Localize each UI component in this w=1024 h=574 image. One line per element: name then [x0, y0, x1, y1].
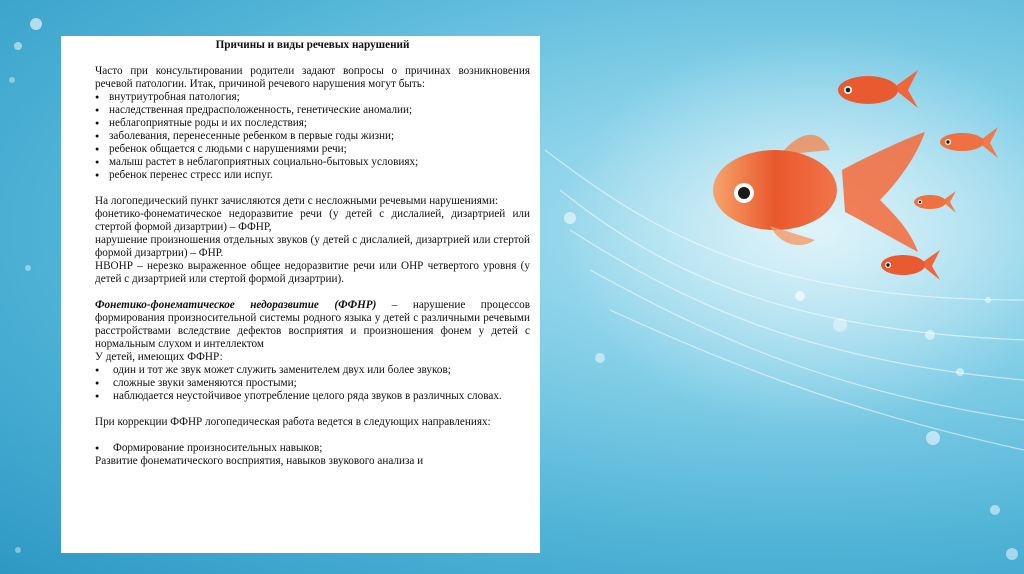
enroll-ffnr-paragraph: фонетико-фонематическое недоразвитие речи (у детей с дислалией, дизартрией или стертой формой дизартрии) – ФФНР, [95, 208, 530, 233]
list-item: ● малыш растет в неблагоприятных социально-бытовых условиях; [95, 156, 530, 169]
list-item: ● ребенок общается с людьми с нарушениями речи; [95, 143, 530, 156]
enroll-nvonr-paragraph: НВОНР – нерезко выраженное общее недоразвитие речи или ОНР четвертого уровня (у детей с дизартрией или стертой формой дизартрии). [95, 260, 530, 285]
correction-line: Развитие фонематического восприятия, навыков звукового анализа и [95, 455, 424, 467]
list-item: ● Формирование произносительных навыков; [95, 442, 530, 455]
ffnr-definition-paragraph [95, 299, 530, 351]
ffnr-term: Фонетико-фонематическое недоразвитие (ФФНР) [95, 299, 377, 311]
ffnr-definition-text: – нарушение процессов формирования произносительной системы родного языка у детей с различными речевыми расстройствами вследствие дефектов восприятия и произношения фонем у детей с нормальным слухом и интеллектом [95, 299, 530, 350]
list-item: ● внутриутробная патология; [95, 91, 530, 104]
list-item: ● наблюдается неустойчивое употребление целого ряда звуков в различных словах. [95, 390, 530, 403]
ffnr-children-line: У детей, имеющих ФФНР: [95, 351, 223, 363]
enroll-fnr-paragraph: нарушение произношения отдельных звуков (у детей с дислалией, дизартрией или стертой формой дизартрии) – ФНР. [95, 234, 530, 259]
list-item: ● неблагоприятные роды и их последствия; [95, 117, 530, 130]
list-item: ● ребенок перенес стресс или испуг. [95, 169, 530, 182]
correction-list [95, 442, 530, 455]
list-item: ● наследственная предрасположенность, генетические аномалии; [95, 104, 530, 117]
page-title: Причины и виды речевых нарушений [215, 39, 410, 51]
ffnr-signs-list [95, 364, 530, 403]
document-page [61, 36, 540, 553]
enroll-intro-paragraph: На логопедический пункт зачисляются дети с несложными речевыми нарушениями: [95, 195, 499, 207]
list-item: ● заболевания, перенесенные ребенком в первые годы жизни; [95, 130, 530, 143]
causes-list [95, 91, 530, 182]
list-item: ● один и тот же звук может служить заменителем двух или более звуков; [95, 364, 530, 377]
list-item: ● сложные звуки заменяются простыми; [95, 377, 530, 390]
correction-intro-paragraph: При коррекции ФФНР логопедическая работа ведется в следующих направлениях: [95, 416, 491, 428]
intro-paragraph: Часто при консультировании родители задают вопросы о причинах возникновения речевой патологии. Итак, причиной речевого нарушения могут быть: [95, 65, 530, 90]
